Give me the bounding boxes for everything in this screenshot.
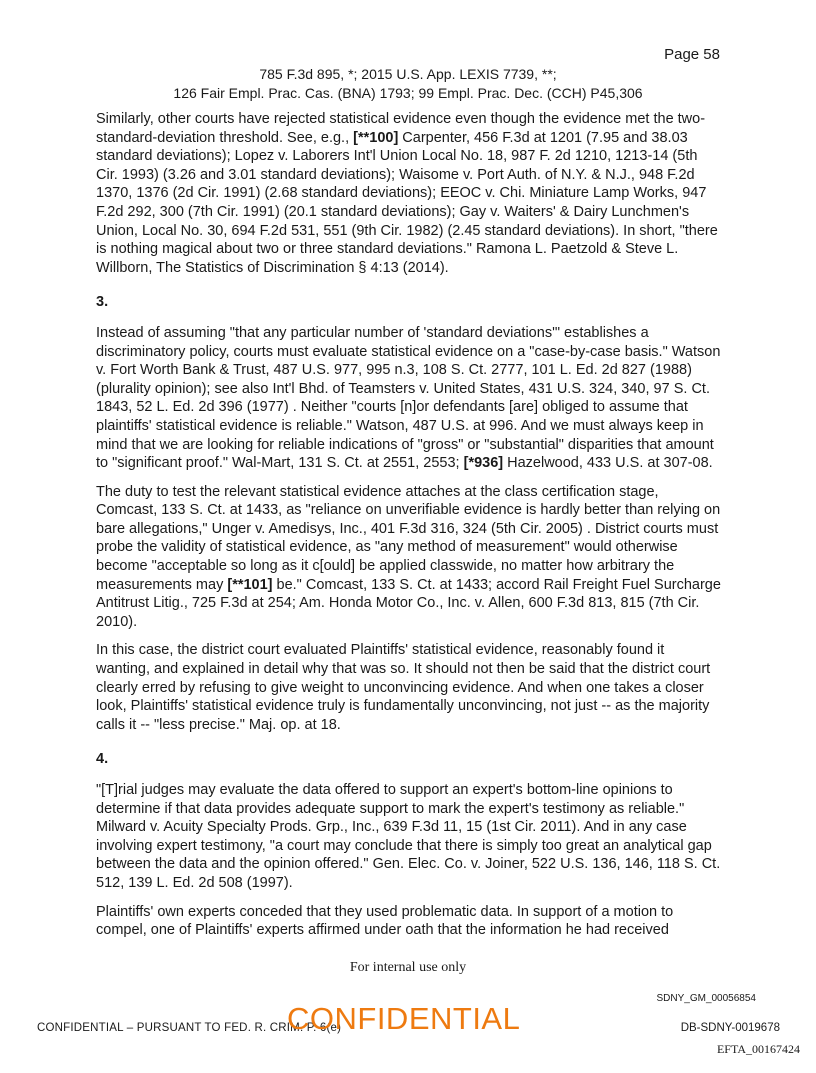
confidentiality-notice: CONFIDENTIAL – PURSUANT TO FED. R. CRIM. P. 6(e) bbox=[37, 1022, 342, 1034]
star-page-marker: [**101] bbox=[227, 576, 273, 593]
text-run: be." Comcast, 133 S. Ct. at 1433; accord Rail Freight Fuel Surcharge Antitrust Litig., 725 F.3d at 254; Am. Honda Motor Co., Inc. v. Allen, 600 F.3d 813, 815 (7th Cir. 2010). bbox=[96, 576, 721, 630]
confidential-stamp: CONFIDENTIAL bbox=[287, 1001, 521, 1036]
opinion-body bbox=[96, 110, 722, 950]
paragraph-6: Plaintiffs' own experts conceded that they used problematic data. In support of a motion to compel, one of Plaintiffs' experts affirmed under oath that the information he had received bbox=[96, 903, 674, 939]
text-run: Similarly, other courts have rejected statistical evidence even though the evidence met the two-standard-deviation threshold. See, e.g., bbox=[96, 111, 706, 146]
paragraph-1 bbox=[96, 110, 722, 277]
internal-use-notice: For internal use only bbox=[349, 960, 467, 975]
text-run: Instead of assuming "that any particular number of 'standard deviations'" establishes a discriminatory policy, courts must evaluate statistical evidence on a "case-by-case basis." Watson v. Fort Worth Bank & Trust, 487 U.S. 977, 995 n.3, 108 S. Ct. 2777, 101 L. Ed. 2d 827 (1988) (plurality opinion); see also Int'l Bhd. of Teamsters v. United States, 431 U.S. 324, 340, 97 S. Ct. 1843, 52 L. Ed. 2d 396 (1977) . Neither "courts [n]or defendants [are] obliged to assume that plaintiffs' statistical evidence is reliable." Watson, 487 U.S. at 996. And we must always keep in mind that we are looking for reliable indications of "gross" or "substantial" disparities that amount to "significant proof." Wal-Mart, 131 S. Ct. at 2551, 2553; bbox=[96, 324, 721, 472]
paragraph-4: In this case, the district court evaluated Plaintiffs' statistical evidence, reasonably found it wanting, and explained in detail why that was so. It should not then be said that the district court clearly erred by refusing to give weight to unconvincing evidence. And when one takes a closer look, Plaintiffs' statistical evidence truly is fundamentally unconvincing, not just -- as the majority calls it -- "less precise." Maj. op. at 18. bbox=[96, 642, 711, 733]
star-page-marker: [*936] bbox=[463, 455, 504, 472]
paragraph-3 bbox=[96, 483, 722, 632]
bates-number-db: DB-SDNY-0019678 bbox=[680, 1022, 780, 1034]
citation-line-1: 785 F.3d 895, *; 2015 U.S. App. LEXIS 7739, **; bbox=[259, 66, 557, 82]
citation-line-2: 126 Fair Empl. Prac. Cas. (BNA) 1793; 99 Empl. Prac. Dec. (CCH) P45,306 bbox=[173, 85, 643, 101]
text-run: Carpenter, 456 F.3d at 1201 (7.95 and 38.03 standard deviations); Lopez v. Laborers Int'l Union Local No. 18, 987 F. 2d 1210, 1213-14 (5th Cir. 1993) (3.26 and 3.01 standard deviations); Waisome v. Port Auth. of N.Y. & N.J., 948 F.2d 1370, 1376 (2d Cir. 1991) (2.68 standard deviations); EEOC v. Chi. Miniature Lamp Works, 947 F.2d 292, 300 (7th Cir. 1991) (20.1 standard deviations); Gay v. Waiters' & Dairy Lunchmen's Union, Local No. 30, 694 F.2d 531, 551 (9th Cir. 1982) (2.45 standard deviations). In short, "there is nothing magical about two or three standard deviations." Ramona L. Paetzold & Steve L. Willborn, The Statistics of Discrimination § 4:13 (2014). bbox=[96, 129, 718, 276]
star-page-marker: [**100] bbox=[353, 129, 399, 146]
paragraph-2 bbox=[96, 324, 722, 473]
efta-number: EFTA_00167424 bbox=[716, 1042, 800, 1056]
text-run: The duty to test the relevant statistical evidence attaches at the class certification stage, Comcast, 133 S. Ct. at 1433, as "reliance on unverifiable evidence is hardly better than relying on bare allegations," Unger v. Amedisys, Inc., 401 F.3d 316, 324 (5th Cir. 2005) . District courts must probe the validity of statistical evidence, as "any method of measurement" would otherwise become "acceptable so long as it c[ould] be applied classwide, no matter how arbitrary the measurements may bbox=[96, 483, 721, 593]
bates-number-sdny: SDNY_GM_00056854 bbox=[656, 993, 756, 1004]
text-run: Hazelwood, 433 U.S. at 307-08. bbox=[503, 455, 713, 472]
page-number: Page 58 bbox=[664, 46, 720, 63]
paragraph-5: "[T]rial judges may evaluate the data offered to support an expert's bottom-line opinions to determine if that data provides adequate support to mark the expert's testimony as reliable." Milward v. Acuity Specialty Prods. Grp., Inc., 639 F.3d 11, 15 (1st Cir. 2011). And in any case involving expert testimony, "a court may conclude that there is simply too great an analytical gap between the data and the opinion offered." Gen. Elec. Co. v. Joiner, 522 U.S. 136, 146, 118 S. Ct. 512, 139 L. Ed. 2d 508 (1997). bbox=[96, 782, 721, 891]
section-heading-4: 4. bbox=[96, 751, 109, 768]
case-citation bbox=[96, 65, 720, 103]
section-heading-3: 3. bbox=[96, 294, 109, 311]
